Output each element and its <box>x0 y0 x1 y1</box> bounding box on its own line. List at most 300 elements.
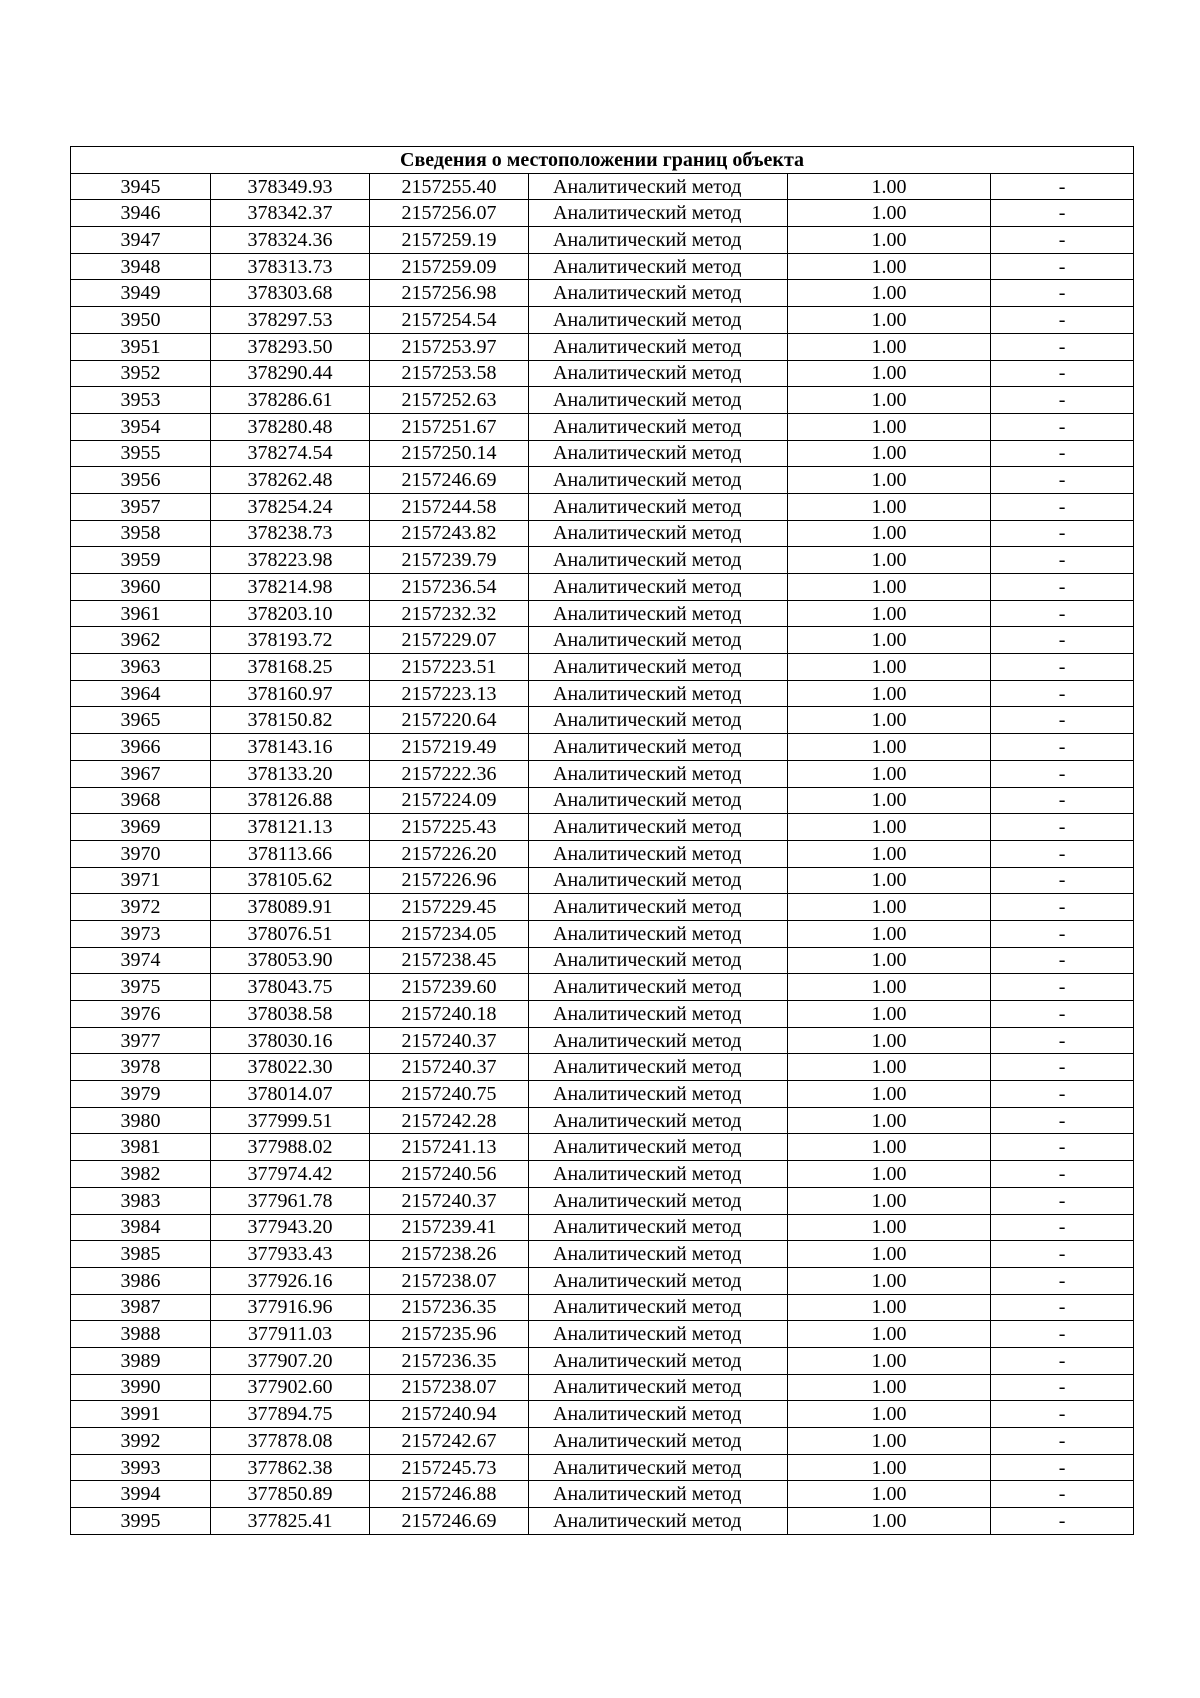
description-cell: - <box>991 1134 1134 1161</box>
y-coordinate-cell: 2157238.07 <box>370 1374 529 1401</box>
table-row <box>71 600 1134 627</box>
x-coordinate-cell: 377999.51 <box>211 1107 370 1134</box>
method-cell: Аналитический метод <box>529 867 788 894</box>
y-coordinate-cell: 2157240.37 <box>370 1027 529 1054</box>
table-row <box>71 1508 1134 1535</box>
table-row <box>71 894 1134 921</box>
description-cell: - <box>991 1401 1134 1428</box>
method-cell: Аналитический метод <box>529 1001 788 1028</box>
x-coordinate-cell: 378105.62 <box>211 867 370 894</box>
description-cell: - <box>991 413 1134 440</box>
accuracy-cell: 1.00 <box>788 387 991 414</box>
y-coordinate-cell: 2157250.14 <box>370 440 529 467</box>
description-cell: - <box>991 1481 1134 1508</box>
y-coordinate-cell: 2157238.26 <box>370 1241 529 1268</box>
description-cell: - <box>991 1001 1134 1028</box>
y-coordinate-cell: 2157236.35 <box>370 1294 529 1321</box>
method-cell: Аналитический метод <box>529 947 788 974</box>
accuracy-cell: 1.00 <box>788 654 991 681</box>
method-cell: Аналитический метод <box>529 1027 788 1054</box>
accuracy-cell: 1.00 <box>788 1267 991 1294</box>
y-coordinate-cell: 2157244.58 <box>370 493 529 520</box>
point-number-cell: 3950 <box>71 307 211 334</box>
accuracy-cell: 1.00 <box>788 867 991 894</box>
point-number-cell: 3978 <box>71 1054 211 1081</box>
table-row <box>71 360 1134 387</box>
description-cell: - <box>991 387 1134 414</box>
y-coordinate-cell: 2157242.28 <box>370 1107 529 1134</box>
table-row <box>71 253 1134 280</box>
method-cell: Аналитический метод <box>529 1374 788 1401</box>
point-number-cell: 3968 <box>71 787 211 814</box>
accuracy-cell: 1.00 <box>788 1161 991 1188</box>
accuracy-cell: 1.00 <box>788 1374 991 1401</box>
y-coordinate-cell: 2157226.96 <box>370 867 529 894</box>
point-number-cell: 3994 <box>71 1481 211 1508</box>
accuracy-cell: 1.00 <box>788 627 991 654</box>
table-row <box>71 680 1134 707</box>
table-row <box>71 734 1134 761</box>
point-number-cell: 3962 <box>71 627 211 654</box>
method-cell: Аналитический метод <box>529 760 788 787</box>
accuracy-cell: 1.00 <box>788 1454 991 1481</box>
point-number-cell: 3991 <box>71 1401 211 1428</box>
accuracy-cell: 1.00 <box>788 467 991 494</box>
point-number-cell: 3967 <box>71 760 211 787</box>
method-cell: Аналитический метод <box>529 654 788 681</box>
table-row <box>71 493 1134 520</box>
accuracy-cell: 1.00 <box>788 760 991 787</box>
method-cell: Аналитический метод <box>529 680 788 707</box>
method-cell: Аналитический метод <box>529 1401 788 1428</box>
method-cell: Аналитический метод <box>529 1294 788 1321</box>
y-coordinate-cell: 2157238.07 <box>370 1267 529 1294</box>
method-cell: Аналитический метод <box>529 920 788 947</box>
method-cell: Аналитический метод <box>529 1081 788 1108</box>
method-cell: Аналитический метод <box>529 1241 788 1268</box>
x-coordinate-cell: 378238.73 <box>211 520 370 547</box>
accuracy-cell: 1.00 <box>788 1481 991 1508</box>
table-row <box>71 920 1134 947</box>
x-coordinate-cell: 377926.16 <box>211 1267 370 1294</box>
accuracy-cell: 1.00 <box>788 520 991 547</box>
point-number-cell: 3987 <box>71 1294 211 1321</box>
x-coordinate-cell: 378121.13 <box>211 814 370 841</box>
x-coordinate-cell: 377911.03 <box>211 1321 370 1348</box>
method-cell: Аналитический метод <box>529 520 788 547</box>
x-coordinate-cell: 378076.51 <box>211 920 370 947</box>
x-coordinate-cell: 378038.58 <box>211 1001 370 1028</box>
description-cell: - <box>991 227 1134 254</box>
description-cell: - <box>991 280 1134 307</box>
description-cell: - <box>991 947 1134 974</box>
accuracy-cell: 1.00 <box>788 547 991 574</box>
description-cell: - <box>991 1081 1134 1108</box>
x-coordinate-cell: 378280.48 <box>211 413 370 440</box>
y-coordinate-cell: 2157223.13 <box>370 680 529 707</box>
method-cell: Аналитический метод <box>529 707 788 734</box>
y-coordinate-cell: 2157239.41 <box>370 1214 529 1241</box>
point-number-cell: 3959 <box>71 547 211 574</box>
y-coordinate-cell: 2157224.09 <box>370 787 529 814</box>
x-coordinate-cell: 378262.48 <box>211 467 370 494</box>
description-cell: - <box>991 867 1134 894</box>
table-row <box>71 333 1134 360</box>
description-cell: - <box>991 1054 1134 1081</box>
accuracy-cell: 1.00 <box>788 1428 991 1455</box>
y-coordinate-cell: 2157234.05 <box>370 920 529 947</box>
description-cell: - <box>991 1241 1134 1268</box>
point-number-cell: 3972 <box>71 894 211 921</box>
x-coordinate-cell: 378022.30 <box>211 1054 370 1081</box>
point-number-cell: 3973 <box>71 920 211 947</box>
method-cell: Аналитический метод <box>529 467 788 494</box>
y-coordinate-cell: 2157240.37 <box>370 1054 529 1081</box>
y-coordinate-cell: 2157240.56 <box>370 1161 529 1188</box>
table-row <box>71 1454 1134 1481</box>
point-number-cell: 3960 <box>71 574 211 601</box>
x-coordinate-cell: 378254.24 <box>211 493 370 520</box>
table-row <box>71 1081 1134 1108</box>
method-cell: Аналитический метод <box>529 787 788 814</box>
table-row <box>71 1214 1134 1241</box>
table-row <box>71 1374 1134 1401</box>
x-coordinate-cell: 378113.66 <box>211 840 370 867</box>
x-coordinate-cell: 378168.25 <box>211 654 370 681</box>
x-coordinate-cell: 378293.50 <box>211 333 370 360</box>
accuracy-cell: 1.00 <box>788 1214 991 1241</box>
y-coordinate-cell: 2157223.51 <box>370 654 529 681</box>
x-coordinate-cell: 378324.36 <box>211 227 370 254</box>
method-cell: Аналитический метод <box>529 1134 788 1161</box>
accuracy-cell: 1.00 <box>788 894 991 921</box>
y-coordinate-cell: 2157252.63 <box>370 387 529 414</box>
table-row <box>71 840 1134 867</box>
accuracy-cell: 1.00 <box>788 200 991 227</box>
accuracy-cell: 1.00 <box>788 440 991 467</box>
table-row <box>71 867 1134 894</box>
x-coordinate-cell: 378297.53 <box>211 307 370 334</box>
point-number-cell: 3985 <box>71 1241 211 1268</box>
table-row <box>71 413 1134 440</box>
accuracy-cell: 1.00 <box>788 1027 991 1054</box>
y-coordinate-cell: 2157255.40 <box>370 173 529 200</box>
table-row <box>71 947 1134 974</box>
point-number-cell: 3988 <box>71 1321 211 1348</box>
method-cell: Аналитический метод <box>529 974 788 1001</box>
y-coordinate-cell: 2157220.64 <box>370 707 529 734</box>
x-coordinate-cell: 378150.82 <box>211 707 370 734</box>
description-cell: - <box>991 787 1134 814</box>
method-cell: Аналитический метод <box>529 387 788 414</box>
y-coordinate-cell: 2157232.32 <box>370 600 529 627</box>
accuracy-cell: 1.00 <box>788 1401 991 1428</box>
y-coordinate-cell: 2157240.37 <box>370 1187 529 1214</box>
point-number-cell: 3981 <box>71 1134 211 1161</box>
point-number-cell: 3975 <box>71 974 211 1001</box>
point-number-cell: 3971 <box>71 867 211 894</box>
method-cell: Аналитический метод <box>529 840 788 867</box>
table-row <box>71 787 1134 814</box>
description-cell: - <box>991 493 1134 520</box>
description-cell: - <box>991 1214 1134 1241</box>
y-coordinate-cell: 2157240.94 <box>370 1401 529 1428</box>
table-row <box>71 1347 1134 1374</box>
accuracy-cell: 1.00 <box>788 680 991 707</box>
y-coordinate-cell: 2157241.13 <box>370 1134 529 1161</box>
method-cell: Аналитический метод <box>529 280 788 307</box>
point-number-cell: 3964 <box>71 680 211 707</box>
x-coordinate-cell: 377943.20 <box>211 1214 370 1241</box>
x-coordinate-cell: 378160.97 <box>211 680 370 707</box>
point-number-cell: 3956 <box>71 467 211 494</box>
accuracy-cell: 1.00 <box>788 920 991 947</box>
description-cell: - <box>991 680 1134 707</box>
description-cell: - <box>991 1187 1134 1214</box>
x-coordinate-cell: 378214.98 <box>211 574 370 601</box>
table-row <box>71 1428 1134 1455</box>
table-row <box>71 520 1134 547</box>
method-cell: Аналитический метод <box>529 1267 788 1294</box>
accuracy-cell: 1.00 <box>788 600 991 627</box>
accuracy-cell: 1.00 <box>788 1347 991 1374</box>
table-row <box>71 280 1134 307</box>
x-coordinate-cell: 378133.20 <box>211 760 370 787</box>
accuracy-cell: 1.00 <box>788 1294 991 1321</box>
method-cell: Аналитический метод <box>529 1481 788 1508</box>
accuracy-cell: 1.00 <box>788 734 991 761</box>
y-coordinate-cell: 2157242.67 <box>370 1428 529 1455</box>
x-coordinate-cell: 377902.60 <box>211 1374 370 1401</box>
accuracy-cell: 1.00 <box>788 493 991 520</box>
point-number-cell: 3966 <box>71 734 211 761</box>
x-coordinate-cell: 377907.20 <box>211 1347 370 1374</box>
description-cell: - <box>991 467 1134 494</box>
method-cell: Аналитический метод <box>529 574 788 601</box>
point-number-cell: 3969 <box>71 814 211 841</box>
accuracy-cell: 1.00 <box>788 814 991 841</box>
method-cell: Аналитический метод <box>529 200 788 227</box>
table-row <box>71 1001 1134 1028</box>
accuracy-cell: 1.00 <box>788 227 991 254</box>
accuracy-cell: 1.00 <box>788 253 991 280</box>
table-row <box>71 1321 1134 1348</box>
table-row <box>71 1161 1134 1188</box>
x-coordinate-cell: 378313.73 <box>211 253 370 280</box>
point-number-cell: 3990 <box>71 1374 211 1401</box>
y-coordinate-cell: 2157259.19 <box>370 227 529 254</box>
x-coordinate-cell: 378286.61 <box>211 387 370 414</box>
accuracy-cell: 1.00 <box>788 787 991 814</box>
accuracy-cell: 1.00 <box>788 1508 991 1535</box>
method-cell: Аналитический метод <box>529 1161 788 1188</box>
description-cell: - <box>991 1374 1134 1401</box>
accuracy-cell: 1.00 <box>788 840 991 867</box>
point-number-cell: 3948 <box>71 253 211 280</box>
method-cell: Аналитический метод <box>529 307 788 334</box>
point-number-cell: 3952 <box>71 360 211 387</box>
method-cell: Аналитический метод <box>529 1508 788 1535</box>
x-coordinate-cell: 378303.68 <box>211 280 370 307</box>
accuracy-cell: 1.00 <box>788 173 991 200</box>
accuracy-cell: 1.00 <box>788 413 991 440</box>
description-cell: - <box>991 707 1134 734</box>
point-number-cell: 3951 <box>71 333 211 360</box>
accuracy-cell: 1.00 <box>788 1001 991 1028</box>
y-coordinate-cell: 2157246.69 <box>370 1508 529 1535</box>
y-coordinate-cell: 2157246.88 <box>370 1481 529 1508</box>
description-cell: - <box>991 1107 1134 1134</box>
description-cell: - <box>991 920 1134 947</box>
method-cell: Аналитический метод <box>529 1054 788 1081</box>
accuracy-cell: 1.00 <box>788 1241 991 1268</box>
description-cell: - <box>991 1454 1134 1481</box>
method-cell: Аналитический метод <box>529 360 788 387</box>
method-cell: Аналитический метод <box>529 1214 788 1241</box>
description-cell: - <box>991 760 1134 787</box>
accuracy-cell: 1.00 <box>788 574 991 601</box>
table-row <box>71 707 1134 734</box>
method-cell: Аналитический метод <box>529 333 788 360</box>
table-row <box>71 387 1134 414</box>
point-number-cell: 3983 <box>71 1187 211 1214</box>
y-coordinate-cell: 2157254.54 <box>370 307 529 334</box>
x-coordinate-cell: 378274.54 <box>211 440 370 467</box>
x-coordinate-cell: 378043.75 <box>211 974 370 1001</box>
point-number-cell: 3957 <box>71 493 211 520</box>
y-coordinate-cell: 2157256.98 <box>370 280 529 307</box>
y-coordinate-cell: 2157239.79 <box>370 547 529 574</box>
point-number-cell: 3953 <box>71 387 211 414</box>
point-number-cell: 3977 <box>71 1027 211 1054</box>
method-cell: Аналитический метод <box>529 253 788 280</box>
x-coordinate-cell: 377894.75 <box>211 1401 370 1428</box>
accuracy-cell: 1.00 <box>788 1081 991 1108</box>
x-coordinate-cell: 378349.93 <box>211 173 370 200</box>
x-coordinate-cell: 378223.98 <box>211 547 370 574</box>
point-number-cell: 3963 <box>71 654 211 681</box>
x-coordinate-cell: 377974.42 <box>211 1161 370 1188</box>
point-number-cell: 3970 <box>71 840 211 867</box>
point-number-cell: 3979 <box>71 1081 211 1108</box>
y-coordinate-cell: 2157239.60 <box>370 974 529 1001</box>
point-number-cell: 3989 <box>71 1347 211 1374</box>
description-cell: - <box>991 1027 1134 1054</box>
point-number-cell: 3974 <box>71 947 211 974</box>
description-cell: - <box>991 307 1134 334</box>
method-cell: Аналитический метод <box>529 227 788 254</box>
table-row <box>71 1294 1134 1321</box>
method-cell: Аналитический метод <box>529 1347 788 1374</box>
description-cell: - <box>991 1161 1134 1188</box>
y-coordinate-cell: 2157259.09 <box>370 253 529 280</box>
x-coordinate-cell: 378030.16 <box>211 1027 370 1054</box>
method-cell: Аналитический метод <box>529 814 788 841</box>
accuracy-cell: 1.00 <box>788 280 991 307</box>
point-number-cell: 3946 <box>71 200 211 227</box>
method-cell: Аналитический метод <box>529 1107 788 1134</box>
description-cell: - <box>991 333 1134 360</box>
method-cell: Аналитический метод <box>529 1454 788 1481</box>
point-number-cell: 3980 <box>71 1107 211 1134</box>
table-row <box>71 547 1134 574</box>
y-coordinate-cell: 2157236.35 <box>370 1347 529 1374</box>
description-cell: - <box>991 1347 1134 1374</box>
method-cell: Аналитический метод <box>529 173 788 200</box>
method-cell: Аналитический метод <box>529 493 788 520</box>
x-coordinate-cell: 378342.37 <box>211 200 370 227</box>
description-cell: - <box>991 173 1134 200</box>
x-coordinate-cell: 378014.07 <box>211 1081 370 1108</box>
y-coordinate-cell: 2157236.54 <box>370 574 529 601</box>
table-title: Сведения о местоположении границ объекта <box>71 147 1134 174</box>
point-number-cell: 3993 <box>71 1454 211 1481</box>
method-cell: Аналитический метод <box>529 894 788 921</box>
accuracy-cell: 1.00 <box>788 333 991 360</box>
method-cell: Аналитический метод <box>529 1187 788 1214</box>
y-coordinate-cell: 2157229.45 <box>370 894 529 921</box>
description-cell: - <box>991 520 1134 547</box>
description-cell: - <box>991 1321 1134 1348</box>
point-number-cell: 3976 <box>71 1001 211 1028</box>
table-row <box>71 1187 1134 1214</box>
table-row <box>71 440 1134 467</box>
table-row <box>71 1241 1134 1268</box>
point-number-cell: 3958 <box>71 520 211 547</box>
table-row <box>71 627 1134 654</box>
y-coordinate-cell: 2157256.07 <box>370 200 529 227</box>
description-cell: - <box>991 1294 1134 1321</box>
point-number-cell: 3965 <box>71 707 211 734</box>
description-cell: - <box>991 1508 1134 1535</box>
table-row <box>71 1107 1134 1134</box>
y-coordinate-cell: 2157226.20 <box>370 840 529 867</box>
table-body <box>71 173 1134 1534</box>
x-coordinate-cell: 378126.88 <box>211 787 370 814</box>
x-coordinate-cell: 377825.41 <box>211 1508 370 1535</box>
table-row <box>71 227 1134 254</box>
table-row <box>71 760 1134 787</box>
x-coordinate-cell: 377916.96 <box>211 1294 370 1321</box>
accuracy-cell: 1.00 <box>788 707 991 734</box>
accuracy-cell: 1.00 <box>788 1107 991 1134</box>
accuracy-cell: 1.00 <box>788 1134 991 1161</box>
table-title-row <box>71 147 1134 174</box>
description-cell: - <box>991 974 1134 1001</box>
description-cell: - <box>991 1428 1134 1455</box>
accuracy-cell: 1.00 <box>788 947 991 974</box>
table-row <box>71 1054 1134 1081</box>
table-row <box>71 173 1134 200</box>
x-coordinate-cell: 377988.02 <box>211 1134 370 1161</box>
table-row <box>71 200 1134 227</box>
description-cell: - <box>991 814 1134 841</box>
point-number-cell: 3949 <box>71 280 211 307</box>
point-number-cell: 3986 <box>71 1267 211 1294</box>
accuracy-cell: 1.00 <box>788 1321 991 1348</box>
method-cell: Аналитический метод <box>529 627 788 654</box>
point-number-cell: 3947 <box>71 227 211 254</box>
x-coordinate-cell: 378053.90 <box>211 947 370 974</box>
description-cell: - <box>991 894 1134 921</box>
description-cell: - <box>991 627 1134 654</box>
point-number-cell: 3995 <box>71 1508 211 1535</box>
description-cell: - <box>991 654 1134 681</box>
table-row <box>71 467 1134 494</box>
y-coordinate-cell: 2157229.07 <box>370 627 529 654</box>
description-cell: - <box>991 734 1134 761</box>
x-coordinate-cell: 378203.10 <box>211 600 370 627</box>
